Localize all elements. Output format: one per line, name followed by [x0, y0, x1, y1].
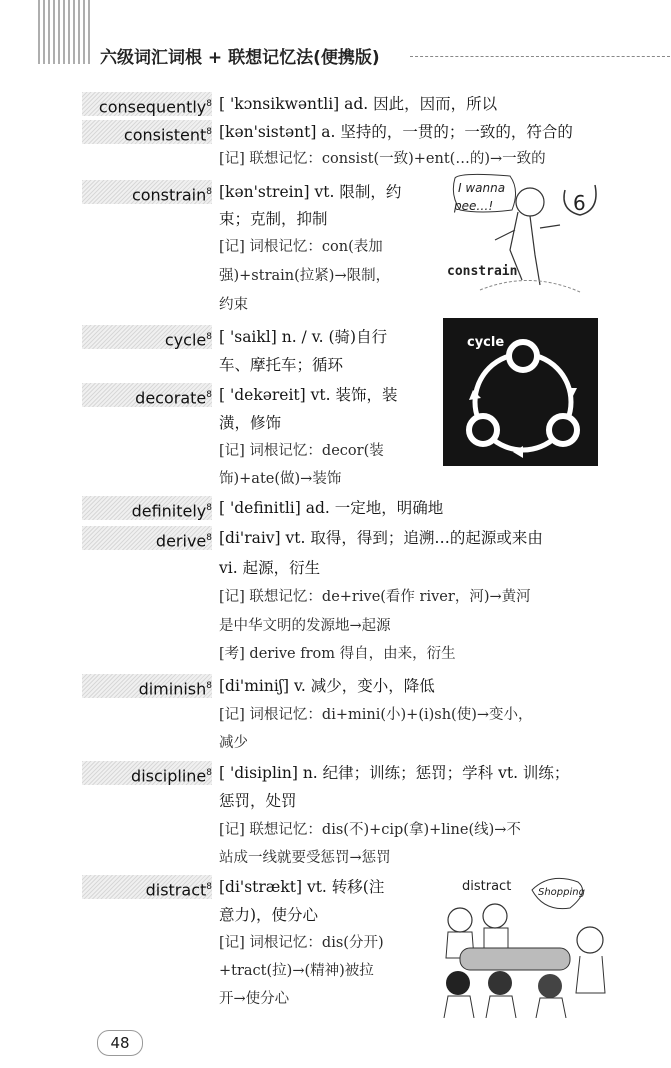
speech-bubble-line1: I wanna — [458, 181, 506, 195]
headword: consistent$^8$ — [82, 120, 212, 144]
distract-illustration — [440, 868, 610, 1018]
memory-note: [记] 联想记忆：dis(不)+cip(拿)+line(线)→不 — [219, 822, 521, 838]
wheel-right — [549, 416, 577, 444]
cycle-illustration — [443, 318, 598, 466]
memory-note: 强)+strain(拉紧)→限制， — [219, 268, 391, 284]
wheel-left — [469, 416, 497, 444]
headword: distract$^8$ — [82, 875, 212, 899]
page-number: 48 — [97, 1030, 143, 1056]
memory-note: 约束 — [219, 297, 248, 313]
headword: derive$^8$ — [82, 526, 212, 550]
definition-line: vi. 起源，衍生 — [219, 559, 321, 577]
definition-line: [ 'disiplin] n. 纪律；训练；惩罚；学科 vt. 训练； — [219, 764, 570, 782]
illustration-caption: constrain — [447, 264, 518, 279]
definition-line: 车、摩托车；循环 — [219, 356, 344, 374]
headword: decorate$^8$ — [82, 383, 212, 407]
wheel-top — [509, 342, 537, 370]
header-stripe-decoration — [38, 0, 90, 64]
memory-note: [记] 联想记忆：consist(一致)+ent(…的)→一致的 — [219, 151, 546, 167]
headword: discipline$^8$ — [82, 761, 212, 785]
memory-note: 是中华文明的发源地→起源 — [219, 618, 391, 634]
definition-line: [ 'kɔnsikwəntli] ad. 因此，因而，所以 — [219, 95, 498, 113]
headword: constrain$^8$ — [82, 180, 212, 204]
memory-note: 开→使分心 — [219, 991, 290, 1007]
definition-line: [di'raiv] vt. 取得，得到；追溯…的起源或来由 — [219, 529, 543, 547]
definition-line: 意力)，使分心 — [219, 906, 319, 924]
memory-note: 饰)+ate(做)→装饰 — [219, 471, 342, 487]
memory-note: +tract(拉)→(精神)被拉 — [219, 963, 374, 979]
distract-label: distract — [462, 879, 512, 894]
headword: consequently$^8$ — [82, 92, 212, 116]
speech-bubble-line2: pee…! — [454, 199, 494, 213]
book-title: 六级词汇词根 + 联想记忆法(便携版) — [100, 48, 380, 68]
memory-note: 站成一线就要受惩罚→惩罚 — [219, 850, 391, 866]
definition-line: [kən'strein] vt. 限制，约 — [219, 183, 402, 201]
definition-line: [ 'saikl] n. / v. (骑)自行 — [219, 328, 388, 346]
definition-line: [ 'definitli] ad. 一定地，明确地 — [219, 499, 444, 517]
definition-line: 束；克制，抑制 — [219, 210, 328, 228]
exam-note: [考] derive from 得自，由来，衍生 — [219, 646, 456, 662]
header-divider — [410, 56, 670, 57]
memory-note: [记] 词根记忆：dis(分开) — [219, 935, 384, 951]
memory-note: 减少 — [219, 735, 248, 751]
definition-line: [ 'dekəreit] vt. 装饰，装 — [219, 386, 398, 404]
definition-line: [kən'sistənt] a. 坚持的，一贯的；一致的，符合的 — [219, 123, 573, 141]
headword: definitely$^8$ — [82, 496, 212, 520]
definition-line: [di'strækt] vt. 转移(注 — [219, 878, 385, 896]
cycle-label: cycle — [467, 335, 505, 350]
page-header — [0, 0, 671, 70]
definition-line: [di'miniʃ] v. 减少，变小，降低 — [219, 677, 435, 695]
character-head — [516, 188, 544, 216]
definition-line: 潢，修饰 — [219, 414, 282, 432]
constrain-illustration — [440, 170, 610, 305]
svg-text:6: 6 — [573, 191, 586, 215]
memory-note: [记] 词根记忆：di+mini(小)+(i)sh(使)→变小， — [219, 707, 533, 723]
definition-line: 惩罚，处罚 — [219, 792, 297, 810]
headword: cycle$^8$ — [82, 325, 212, 349]
memory-note: [记] 词根记忆：con(表加 — [219, 239, 383, 255]
shopping-sign: Shopping — [538, 887, 585, 898]
memory-note: [记] 词根记忆：decor(装 — [219, 443, 384, 459]
headword: diminish$^8$ — [82, 674, 212, 698]
memory-note: [记] 联想记忆：de+rive(看作 river，河)→黄河 — [219, 589, 531, 605]
table — [460, 948, 570, 970]
